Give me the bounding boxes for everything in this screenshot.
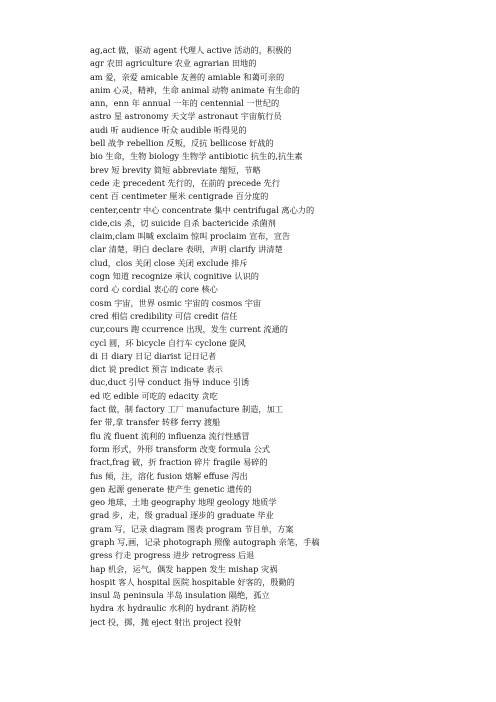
- root-entry-line: gram 写，记录 diagram 图表 program 节目单，方案: [90, 523, 294, 534]
- root-entry-line: agr 农田 agriculture 农业 agrarian 田地的: [90, 58, 257, 69]
- root-entry-line: clar 清楚，明白 declare 表明，声明 clarify 讲清楚: [90, 244, 283, 255]
- root-entry-line: flu 流 fluent 流利的 influenza 流行性感冒: [90, 430, 250, 441]
- root-entry-line: am 爱，亲爱 amicable 友善的 amiable 和蔼可亲的: [90, 71, 285, 82]
- root-entry-line: ann，enn 年 annual 一年的 centennial 一世纪的: [90, 98, 280, 109]
- root-entry-line: fer 带,拿 transfer 转移 ferry 渡船: [90, 417, 221, 428]
- root-entry-line: insul 岛 peninsula 半岛 insulation 隔绝，孤立: [90, 590, 270, 601]
- root-entry-line: cogn 知道 recognize 承认 cognitive 认识的: [90, 271, 259, 282]
- root-entry-line: fus 倾，注，溶化 fusion 熔解 effuse 泻出: [90, 470, 248, 481]
- root-entry-line: bell 战争 rebellion 反叛，反抗 bellicose 好战的: [90, 138, 274, 149]
- root-entry-line: ed 吃 edible 可吃的 edacity 贪吃: [90, 390, 218, 401]
- root-entry-line: fact 做，制 factory 工厂 manufacture 制造，加工: [90, 404, 283, 415]
- root-entry-line: brev 短 brevity 简短 abbreviate 缩短，节略: [90, 164, 261, 175]
- root-entry-line: hydra 水 hydraulic 水利的 hydrant 消防栓: [90, 603, 256, 614]
- root-entry-line: cent 百 centimeter 厘米 centigrade 百分度的: [90, 191, 269, 202]
- root-entry-line: dict 说 predict 预言 indicate 表示: [90, 364, 223, 375]
- root-entry-line: cord 心 cordial 衷心的 core 核心: [90, 284, 218, 295]
- root-entry-line: cur,cours 跑 ccurrence 出现，发生 current 流通的: [90, 324, 288, 335]
- root-entry-line: center,centr 中心 concentrate 集中 centrifugal 离心力的: [90, 204, 315, 215]
- root-entry-line: grad 步，走，级 gradual 逐步的 graduate 毕业: [90, 510, 274, 521]
- root-entry-line: audi 听 audience 听众 audible 听得见的: [90, 124, 247, 135]
- root-entry-line: cide,cis 杀，切 suicide 自杀 bactericide 杀菌剂: [90, 217, 276, 228]
- root-entry-line: hap 机会，运气，偶发 happen 发生 mishap 灾祸: [90, 563, 278, 574]
- root-entry-line: clud，clos 关闭 close 关闭 exclude 排斥: [90, 257, 248, 268]
- root-entry-line: hospit 客人 hospital 医院 hospitable 好客的，殷勤的: [90, 576, 295, 587]
- root-entry-line: di 日 diary 日记 diarist 记日记者: [90, 350, 217, 361]
- root-entry-line: anim 心灵，精神，生命 animal 动物 animate 有生命的: [90, 84, 300, 95]
- root-entry-line: geo 地球，土地 geography 地理 geology 地质学: [90, 497, 277, 508]
- root-entry-line: ag,act 做，驱动 agent 代理人 active 活动的，积极的: [90, 45, 292, 55]
- root-entry-line: fract,frag 破，折 fraction 碎片 fragile 易碎的: [90, 457, 268, 468]
- root-entry-line: cred 相信 credibility 可信 credit 信任: [90, 310, 238, 321]
- root-entry-line: cosm 宇宙，世界 osmic 宇宙的 cosmos 宇宙: [90, 297, 262, 308]
- root-entry-line: claim,clam 叫喊 exclaim 惊叫 proclaim 宣布，宣告: [90, 231, 291, 242]
- root-entry-line: astro 星 astronomy 天文学 astronaut 宇宙航行员: [90, 111, 282, 122]
- root-entry-line: cede 走 precedent 先行的，在前的 precede 先行: [90, 177, 281, 188]
- root-entry-line: cycl 圆，环 bicycle 自行车 cyclone 旋风: [90, 337, 246, 348]
- word-root-list: [90, 44, 494, 629]
- root-entry-line: gen 起源 generate 使产生 genetic 遗传的: [90, 483, 252, 494]
- root-entry-line: form 形式，外形 transform 改变 formula 公式: [90, 443, 270, 454]
- root-entry-line: ject 投，掷，抛 eject 射出 project 投射: [90, 616, 242, 627]
- root-entry-line: gress 行走 progress 进步 retrogress 后退: [90, 550, 255, 561]
- root-entry-line: duc,duct 引导 conduct 指导 induce 引诱: [90, 377, 250, 388]
- root-entry-line: graph 写,画，记录 photograph 照像 autograph 亲笔，手稿: [90, 536, 320, 547]
- root-entry-line: bio 生命，生物 biology 生物学 antibiotic 抗生的,抗生素: [90, 151, 303, 162]
